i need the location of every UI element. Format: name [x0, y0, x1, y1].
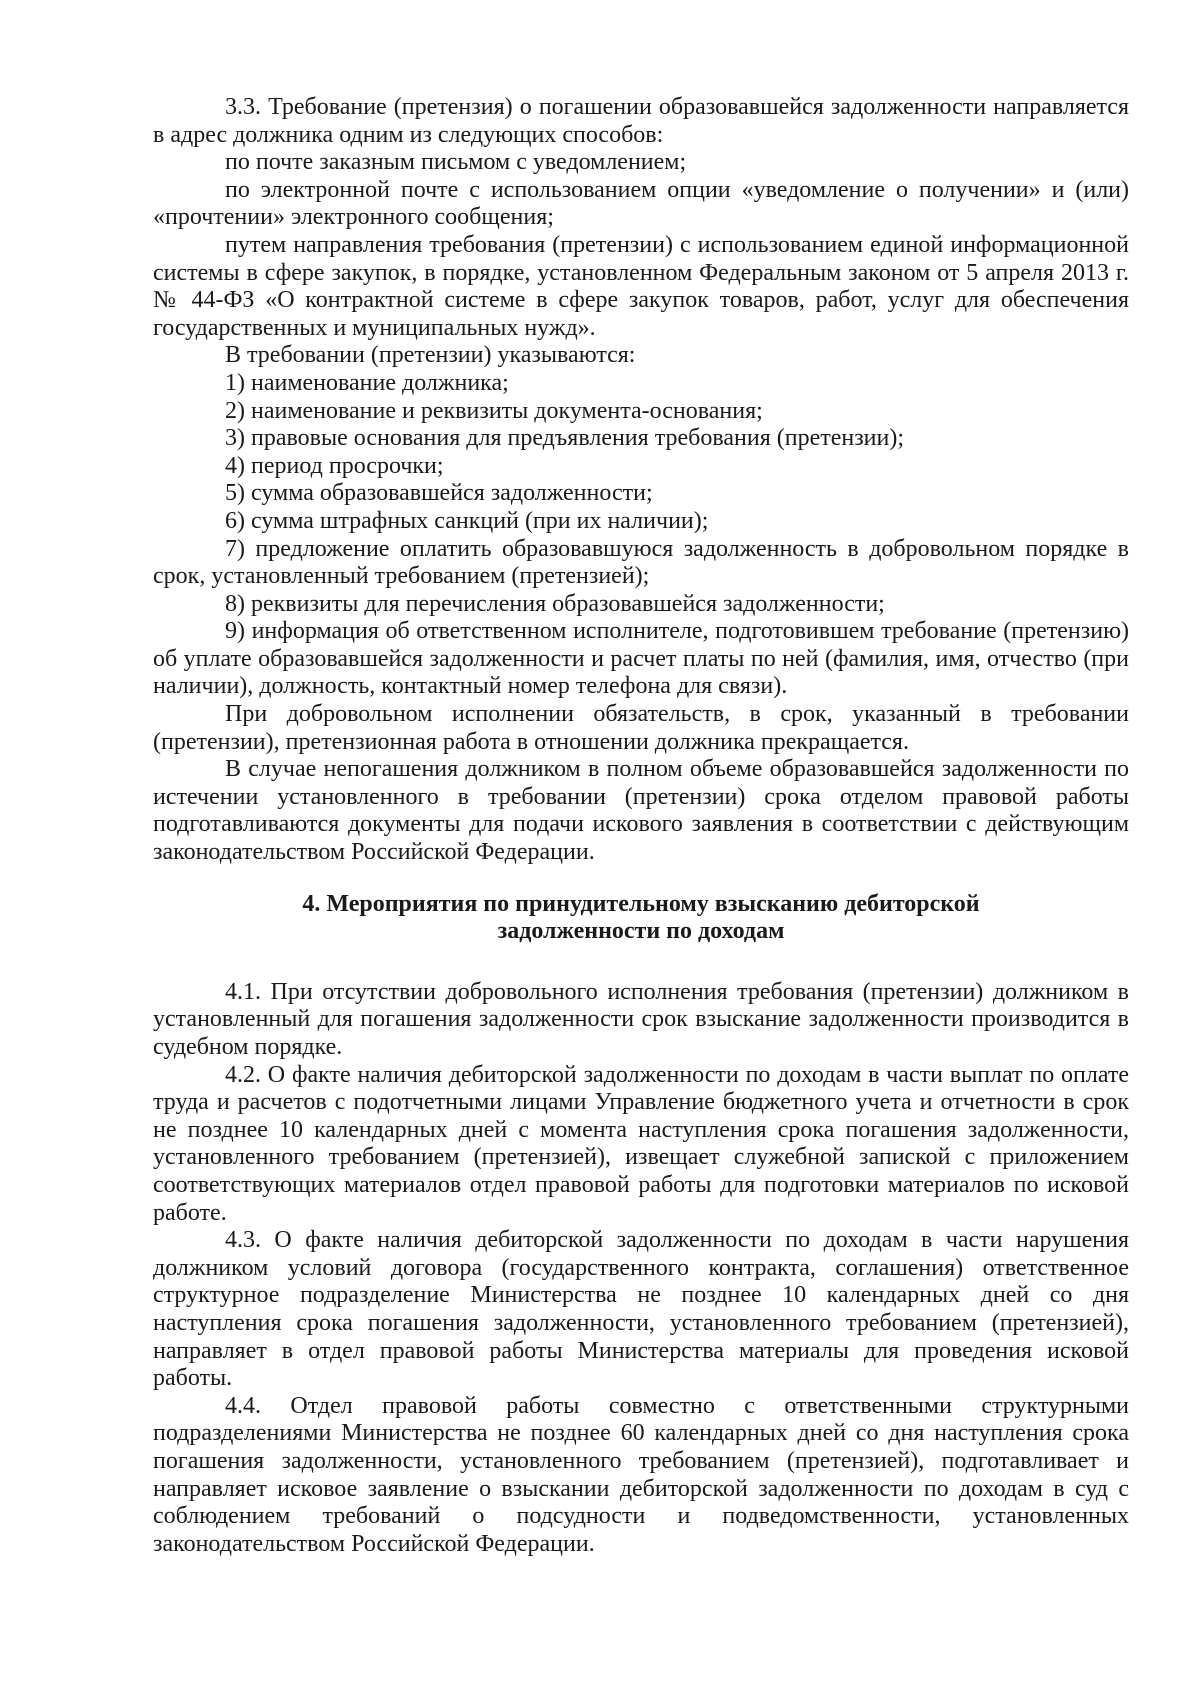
list-item: 7) предложение оплатить образовавшуюся задолженность в добровольном порядке в срок, установленный требованием (претензией); [153, 535, 1129, 590]
document-page [153, 94, 1129, 1558]
paragraph-method-eis: путем направления требования (претензии) с использованием единой информационной системы в сфере закупок, в порядке, установленном Федеральным законом от 5 апреля 2013 г. № 44-ФЗ «О контрактной системе в сфере закупок товаров, работ, услуг для обеспечения государственных и муниципальных нужд». [153, 231, 1129, 341]
section-4-heading: 4. Мероприятия по принудительному взысканию дебиторской задолженности по доходам [302, 890, 980, 945]
list-item: 2) наименование и реквизиты документа-основания; [225, 397, 763, 424]
list-item: 1) наименование должника; [225, 369, 509, 396]
paragraph-3-3: 3.3. Требование (претензия) о погашении образовавшейся задолженности направляется в адрес должника одним из следующих способов: [153, 94, 1129, 148]
paragraph-4-1: 4.1. При отсутствии добровольного исполнения требования (претензии) должником в установленный для погашения задолженности срок взыскание задолженности производится в судебном порядке. [153, 978, 1129, 1060]
paragraph-4-4: 4.4. Отдел правовой работы совместно с ответственными структурными подразделениями Министерства не позднее 60 календарных дней со дня наступления срока погашения задолженности, установленного требованием (претензией), подготавливает и направляет исковое заявление о взыскании дебиторской задолженности по доходам в суд с соблюдением требований о подсудности и подведомственности, установленных законодательством Российской Федерации. [153, 1392, 1129, 1557]
paragraph-requirements-intro: В требовании (претензии) указываются: [225, 342, 636, 369]
paragraph-voluntary: При добровольном исполнении обязательств, в срок, указанный в требовании (претензии), претензионная работа в отношении должника прекращается. [153, 701, 1129, 755]
paragraph-4-2: 4.2. О факте наличия дебиторской задолженности по доходам в части выплат по оплате труда и расчетов с подотчетными лицами Управление бюджетного учета и отчетности в срок не позднее 10 календарных дней с момента наступления срока погашения задолженности, установленного требованием (претензией), извещает служебной запиской с приложением соответствующих материалов отдел правовой работы для подготовки материалов по исковой работе. [153, 1061, 1129, 1226]
list-item: 6) сумма штрафных санкций (при их наличии); [225, 507, 709, 534]
paragraph-4-3: 4.3. О факте наличия дебиторской задолженности по доходам в части нарушения должником условий договора (государственного контракта, соглашения) ответственное структурное подразделение Министерства не позднее 10 календарных дней со дня наступления срока погашения задолженности, установленного требованием (претензией), направляет в отдел правовой работы Министерства материалы для проведения исковой работы. [153, 1227, 1129, 1392]
list-item: 4) период просрочки; [225, 452, 444, 479]
paragraph-method-mail: по почте заказным письмом с уведомлением; [225, 149, 687, 176]
paragraph-nonpayment: В случае непогашения должником в полном объеме образовавшейся задолженности по истечении установленного в требовании (претензии) срока отделом правовой работы подготавливаются документы для подачи искового заявления в соответствии с действующим законодательством Российской Федерации. [153, 756, 1129, 866]
paragraph-method-email: по электронной почте с использованием опции «уведомление о получении» и (или) «прочтении» электронного сообщения; [153, 176, 1129, 231]
list-item: 3) правовые основания для предъявления требования (претензии); [225, 425, 905, 452]
list-item: 8) реквизиты для перечисления образовавшейся задолженности; [225, 590, 885, 617]
list-item: 5) сумма образовавшейся задолженности; [225, 480, 653, 507]
list-item: 9) информация об ответственном исполнителе, подготовившем требование (претензию) об уплате образовавшейся задолженности и расчет платы по ней (фамилия, имя, отчество (при наличии), должность, контактный номер телефона для связи). [153, 618, 1129, 700]
